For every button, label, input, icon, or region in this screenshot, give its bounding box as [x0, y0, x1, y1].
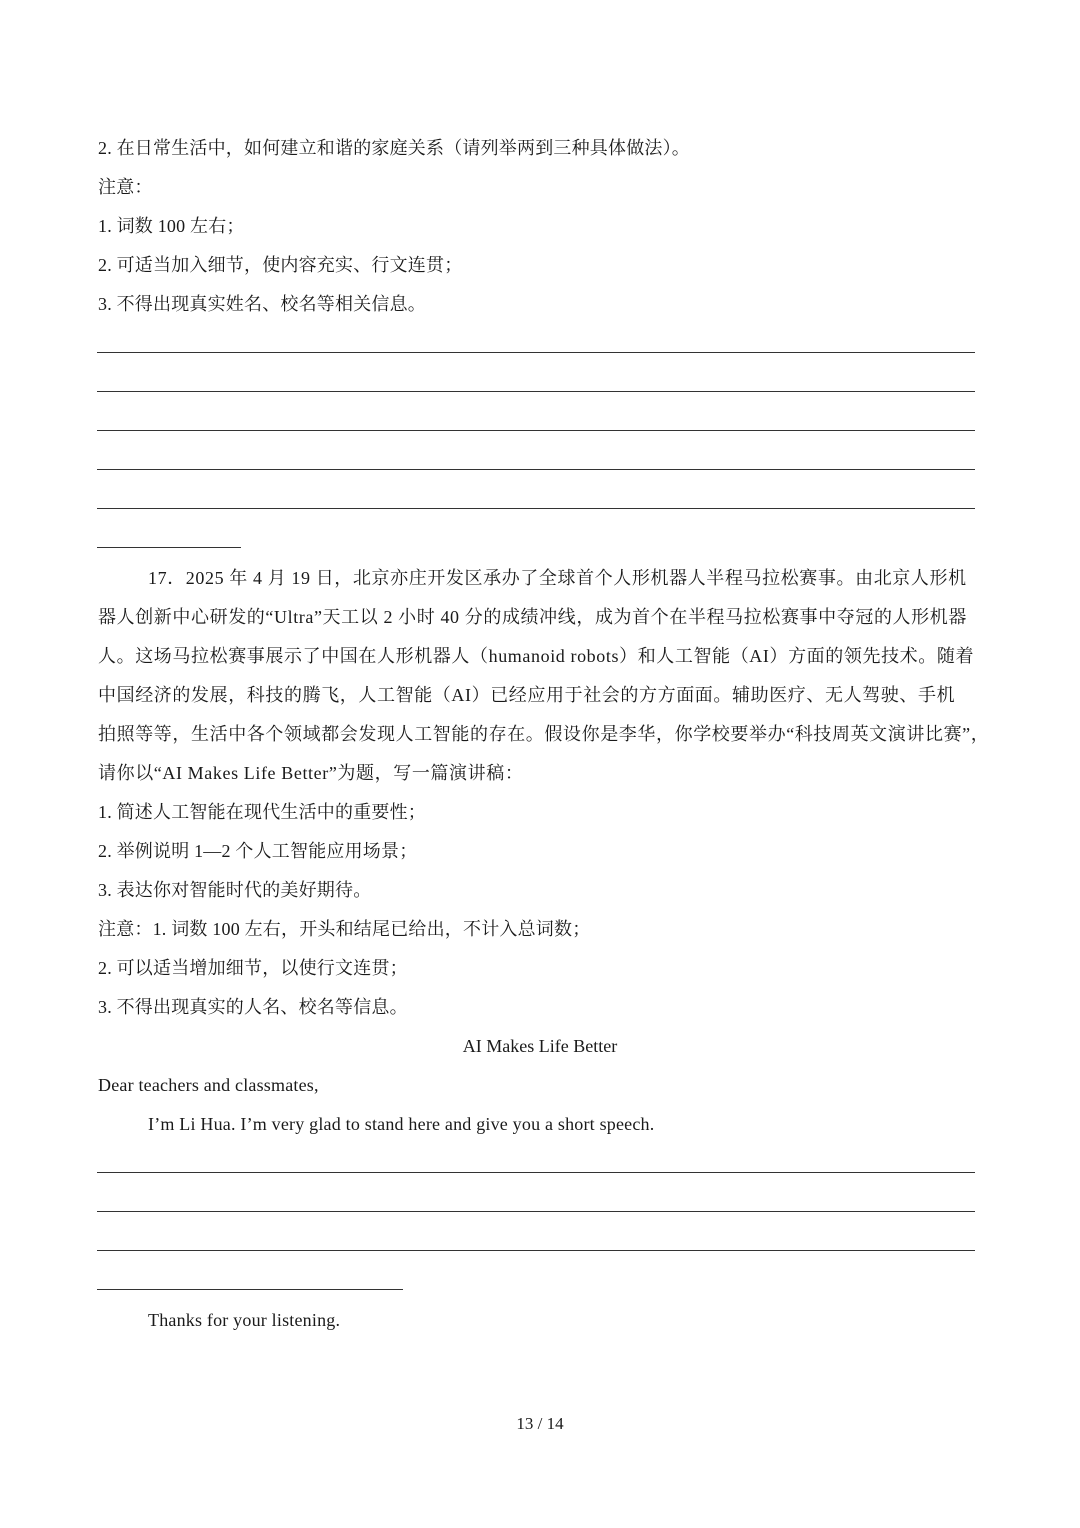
q16-note-2: 2. 可适当加入细节，使内容充实、行文连贯；	[98, 255, 463, 275]
q17-paragraph-line: 拍照等等，生活中各个领域都会发现人工智能的存在。假设你是李华，你学校要举办“科技周英文演讲比赛”，	[98, 724, 990, 744]
q17-requirement-3: 3. 表达你对智能时代的美好期待。	[98, 880, 372, 900]
q17-note-3: 3. 不得出现真实的人名、校名等信息。	[98, 997, 408, 1017]
q16-note-3: 3. 不得出现真实姓名、校名等相关信息。	[98, 294, 426, 314]
answer-line	[97, 352, 975, 353]
essay-closing: Thanks for your listening.	[148, 1310, 341, 1330]
answer-line	[97, 469, 975, 470]
answer-line	[97, 430, 975, 431]
q17-paragraph-line: 器人创新中心研发的“Ultra”天工以 2 小时 40 分的成绩冲线，成为首个在半程马拉松赛事中夺冠的人形机器	[98, 607, 967, 627]
essay-opening: I’m Li Hua. I’m very glad to stand here and give you a short speech.	[148, 1114, 655, 1134]
q17-paragraph-line: 中国经济的发展，科技的腾飞，人工智能（AI）已经应用于社会的方方面面。辅助医疗、无人驾驶、手机	[98, 685, 956, 705]
q17-paragraph-line: 请你以“AI Makes Life Better”为题，写一篇演讲稿：	[98, 763, 524, 783]
q17-requirement-1: 1. 简述人工智能在现代生活中的重要性；	[98, 802, 426, 822]
q16-prompt-2: 2. 在日常生活中，如何建立和谐的家庭关系（请列举两到三种具体做法）。	[98, 138, 690, 158]
answer-line	[97, 508, 975, 509]
q17-requirement-2: 2. 举例说明 1—2 个人工智能应用场景；	[98, 841, 418, 861]
essay-title: AI Makes Life Better	[462, 1036, 618, 1056]
answer-line	[97, 1211, 975, 1212]
q17-paragraph-line: 17．2025 年 4 月 19 日，北京亦庄开发区承办了全球首个人形机器人半程马拉松赛事。由北京人形机	[148, 568, 967, 588]
answer-line	[97, 1172, 975, 1173]
answer-line-short	[97, 1289, 403, 1290]
essay-salutation: Dear teachers and classmates,	[98, 1075, 319, 1095]
page-number: 13 / 14	[516, 1414, 564, 1433]
q17-paragraph-line: 人。这场马拉松赛事展示了中国在人形机器人（humanoid robots）和人工智能（AI）方面的领先技术。随着	[98, 646, 975, 666]
answer-line	[97, 391, 975, 392]
q17-note-1: 注意：1. 词数 100 左右，开头和结尾已给出，不计入总词数；	[98, 919, 591, 939]
answer-line-short	[97, 547, 241, 548]
q16-note-label: 注意：	[98, 177, 153, 197]
answer-line	[97, 1250, 975, 1251]
q16-note-1: 1. 词数 100 左右；	[98, 216, 245, 236]
q17-note-2: 2. 可以适当增加细节，以使行文连贯；	[98, 958, 408, 978]
